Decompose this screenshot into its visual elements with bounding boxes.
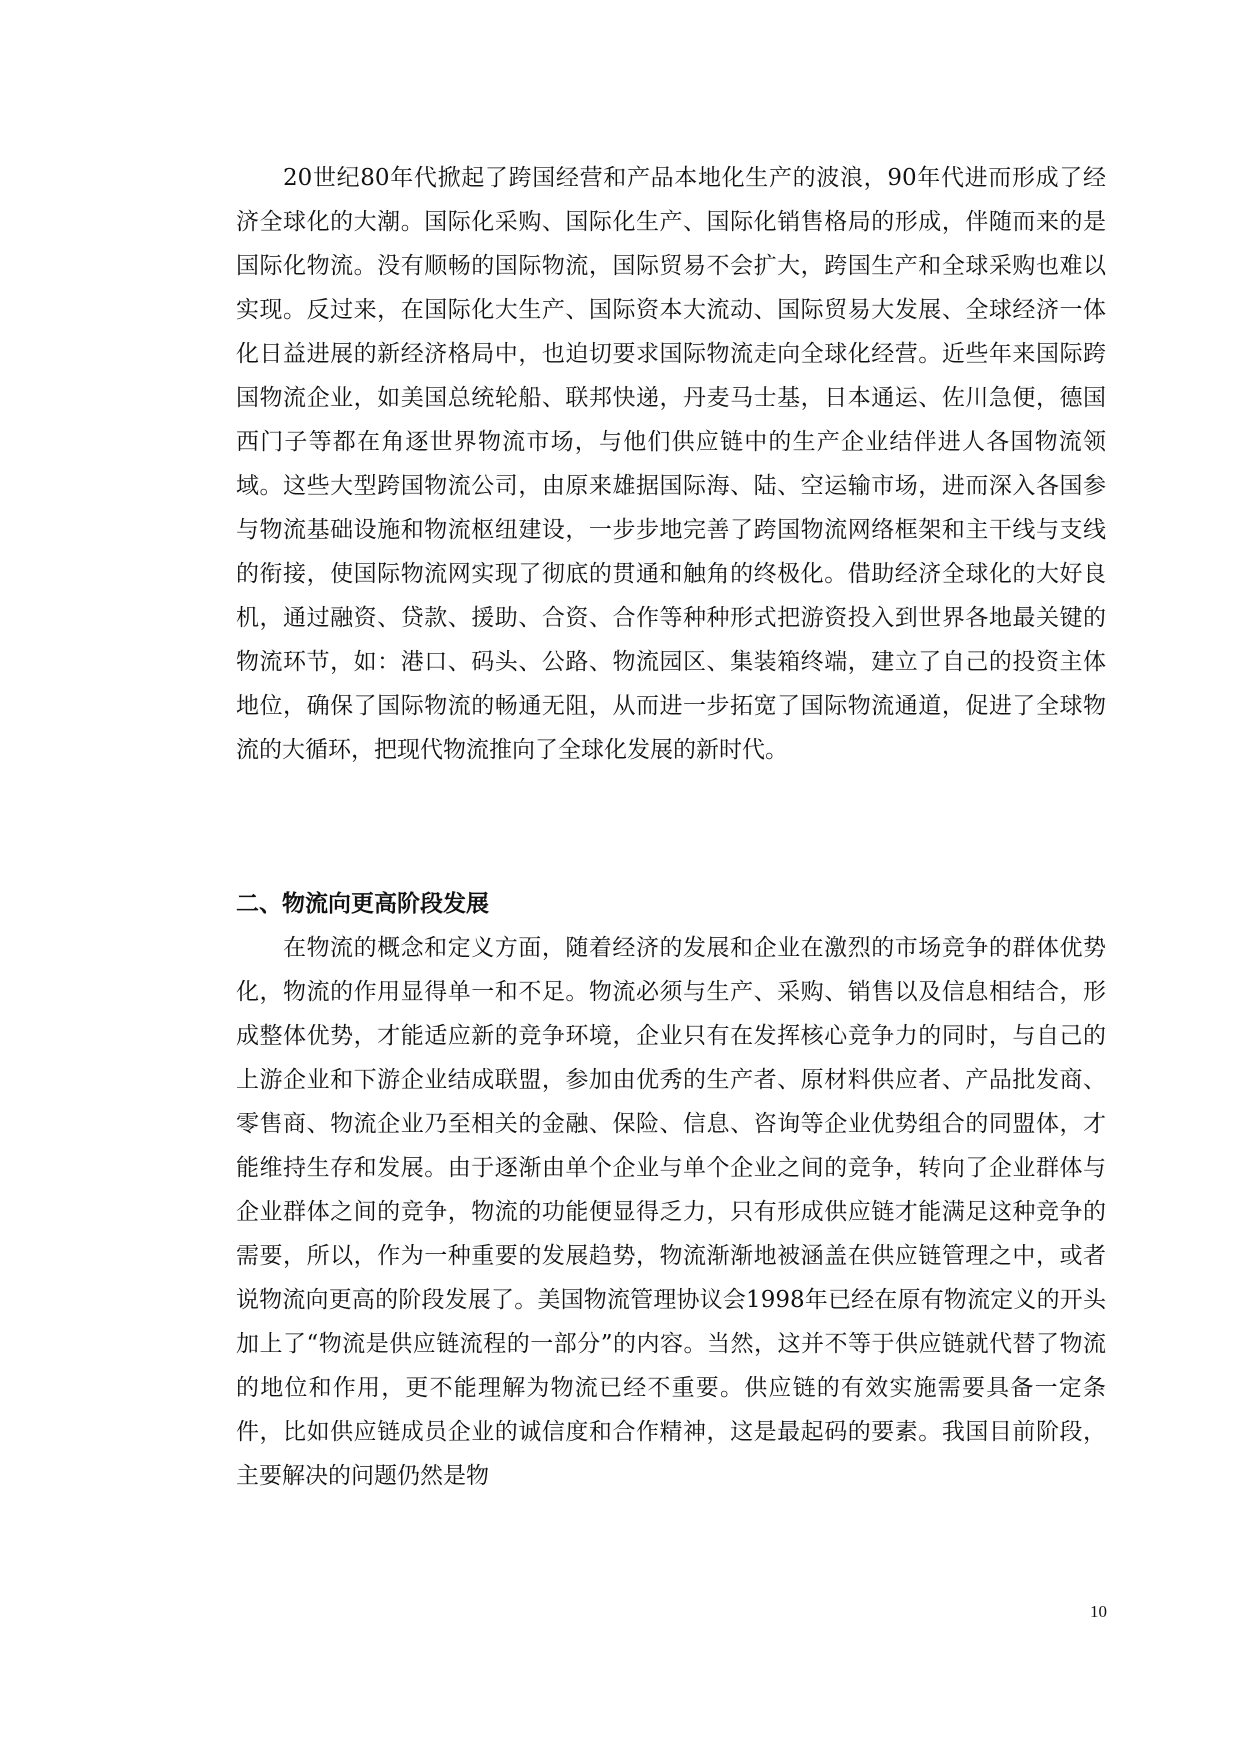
body-paragraph-supply-chain: 在物流的概念和定义方面，随着经济的发展和企业在激烈的市场竞争的群体优势化，物流的作用显得单一和不足。物流必须与生产、采购、销售以及信息相结合，形成整体优势，才能适应新的竞争环境，企业只有在发挥核心竞争力的同时，与自己的上游企业和下游企业结成联盟，参加由优秀的生产者、原材料供应者、产品批发商、零售商、物流企业乃至相关的金融、保险、信息、咨询等企业优势组合的同盟体，才能维持生存和发展。由于逐渐由单个企业与单个企业之间的竞争，转向了企业群体与企业群体之间的竞争，物流的功能便显得乏力，只有形成供应链才能满足这种竞争的需要，所以，作为一种重要的发展趋势，物流渐渐地被涵盖在供应链管理之中，或者说物流向更高的阶段发展了。美国物流管理协议会1998年已经在原有物流定义的开头加上了“物流是供应链流程的一部分”的内容。当然，这并不等于供应链就代替了物流的地位和作用，更不能理解为物流已经不重要。供应链的有效实施需要具备一定条件，比如供应链成员企业的诚信度和合作精神，这是最起码的要素。我国目前阶段，主要解决的问题仍然是物	[236, 935, 1106, 1489]
body-paragraph-globalization: 20世纪80年代掀起了跨国经营和产品本地化生产的波浪，90年代进而形成了经济全球化的大潮。国际化采购、国际化生产、国际化销售格局的形成，伴随而来的是国际化物流。没有顺畅的国际物流，国际贸易不会扩大，跨国生产和全球采购也难以实现。反过来，在国际化大生产、国际资本大流动、国际贸易大发展、全球经济一体化日益进展的新经济格局中，也迫切要求国际物流走向全球化经营。近些年来国际跨国物流企业，如美国总统轮船、联邦快递，丹麦马士基，日本通运、佐川急便，德国西门子等都在角逐世界物流市场，与他们供应链中的生产企业结伴进人各国物流领域。这些大型跨国物流公司，由原来雄据国际海、陆、空运输市场，进而深入各国参与物流基础设施和物流枢纽建设，一步步地完善了跨国物流网络框架和主干线与支线的衔接，使国际物流网实现了彻底的贯通和触角的终极化。借助经济全球化的大好良机，通过融资、贷款、援助、合资、合作等种种形式把游资投入到世界各地最关键的物流环节，如：港口、码头、公路、物流园区、集装箱终端，建立了自己的投资主体地位，确保了国际物流的畅通无阻，从而进一步拓宽了国际物流通道，促进了全球物流的大循环，把现代物流推向了全球化发展的新时代。	[236, 165, 1106, 763]
section-heading: 二、物流向更高阶段发展	[236, 890, 489, 917]
page-number: 10	[1090, 1602, 1107, 1621]
